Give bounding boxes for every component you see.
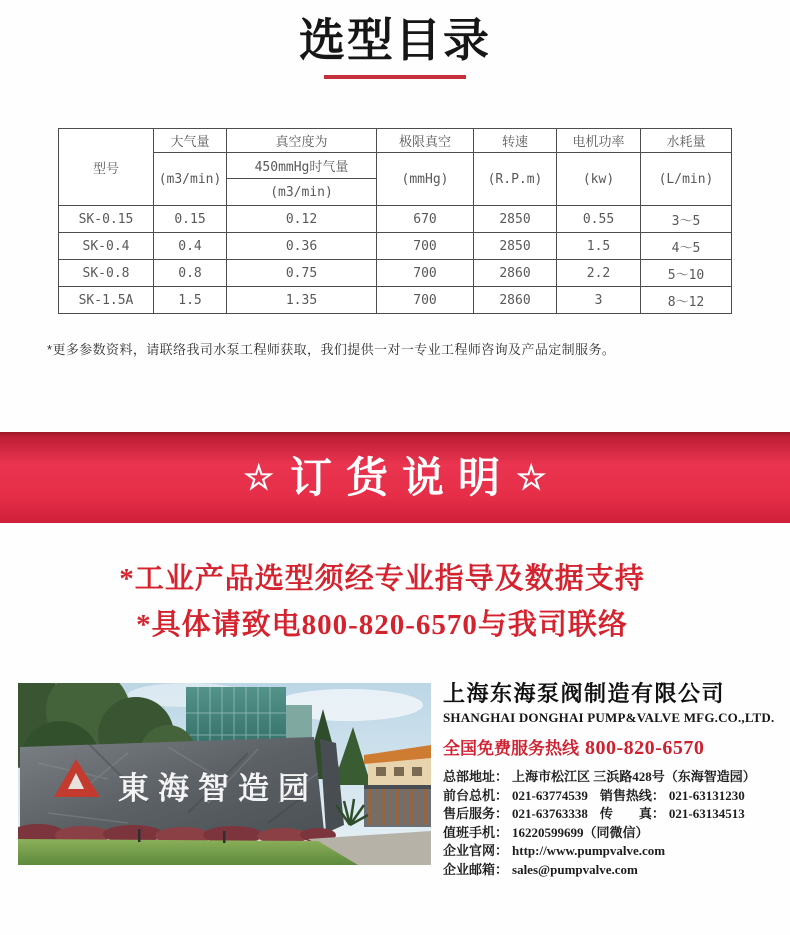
cell-model: SK-0.8 [59, 260, 154, 287]
col-header-water: 水耗量 [641, 129, 732, 153]
cell-water: 4～5 [641, 233, 732, 260]
contact-front-desk: 前台总机： 021-63774539 销售热线： 021-63131230 [443, 787, 745, 803]
notice-line-1: *工业产品选型须经专业指导及数据支持 [119, 563, 645, 595]
cell-water: 3～5 [641, 206, 732, 233]
cell-speed: 2860 [474, 260, 557, 287]
unit-speed: (R.P.m) [474, 153, 557, 206]
company-name-en: SHANGHAI DONGHAI PUMP&VALVE MFG.CO.,LTD. [443, 710, 775, 725]
banner-title: 订货说明 [289, 453, 514, 501]
order-notice [0, 556, 764, 648]
col-header-speed: 转速 [474, 129, 557, 153]
page-title: 选型目录 [299, 14, 491, 66]
cell-vacuum-flow: 0.12 [227, 206, 377, 233]
cell-air: 0.8 [154, 260, 227, 287]
cell-air: 1.5 [154, 287, 227, 314]
page-header [0, 12, 790, 79]
cell-power: 0.55 [557, 206, 641, 233]
contact-after-sales: 售后服务： 021-63763338 传 真： 021-63134513 [443, 806, 745, 821]
service-hotline [443, 734, 790, 760]
cell-water: 8～12 [641, 287, 732, 314]
company-name-cn: 上海东海泵阀制造有限公司 [443, 681, 726, 706]
contact-website: 企业官网： http://www.pumpvalve.com [443, 843, 666, 858]
sign-text: 東海智造园 [118, 771, 318, 806]
cell-limit: 700 [377, 260, 474, 287]
contact-address: 总部地址： 上海市松江区 三浜路428号（东海智造园） [443, 769, 756, 784]
hotline-label: 全国免费服务热线 [443, 739, 579, 758]
cell-air: 0.4 [154, 233, 227, 260]
cell-air: 0.15 [154, 206, 227, 233]
factory-photo-svg [18, 683, 431, 865]
factory-entrance-photo [18, 683, 431, 865]
table-row [59, 233, 732, 260]
photo-gate [364, 785, 431, 827]
table-header-row-2 [59, 153, 732, 179]
cell-limit: 700 [377, 233, 474, 260]
unit-vacuum: (m3/min) [227, 179, 377, 206]
col-header-vacuum-mid: 450mmHg时气量 [227, 153, 377, 179]
notice-line-2: *具体请致电800-820-6570与我司联络 [136, 609, 628, 641]
star-left-icon: ☆ [243, 458, 274, 497]
cell-model: SK-1.5A [59, 287, 154, 314]
cell-vacuum-flow: 1.35 [227, 287, 377, 314]
col-header-limit: 极限真空 [377, 129, 474, 153]
unit-limit: (mmHg) [377, 153, 474, 206]
cell-model: SK-0.15 [59, 206, 154, 233]
table-header-row-1 [59, 129, 732, 153]
table-row [59, 206, 732, 233]
cell-limit: 700 [377, 287, 474, 314]
col-header-vacuum: 真空度为 [227, 129, 377, 153]
order-info-banner [0, 432, 790, 523]
cell-vacuum-flow: 0.36 [227, 233, 377, 260]
star-right-icon: ☆ [516, 458, 547, 497]
contact-list [443, 768, 790, 879]
table-footnote: *更多参数资料，请联络我司水泵工程师获取，我们提供一对一专业工程师咨询及产品定制服务。 [47, 342, 616, 357]
contact-email: 企业邮箱： sales@pumpvalve.com [443, 861, 638, 877]
cell-limit: 670 [377, 206, 474, 233]
cell-power: 3 [557, 287, 641, 314]
col-header-power: 电机功率 [557, 129, 641, 153]
cell-vacuum-flow: 0.75 [227, 260, 377, 287]
contact-mobile: 值班手机： 16220599699（同微信） [443, 824, 649, 840]
table-row [59, 260, 732, 287]
spec-table [58, 128, 732, 314]
unit-air: (m3/min) [154, 153, 227, 206]
unit-water: (L/min) [641, 153, 732, 206]
cell-power: 2.2 [557, 260, 641, 287]
col-header-model: 型号 [59, 129, 154, 206]
table-row [59, 287, 732, 314]
cell-speed: 2860 [474, 287, 557, 314]
unit-power: (kw) [557, 153, 641, 206]
col-header-air: 大气量 [154, 129, 227, 153]
title-underline [324, 75, 466, 79]
cell-model: SK-0.4 [59, 233, 154, 260]
cell-speed: 2850 [474, 206, 557, 233]
cell-power: 1.5 [557, 233, 641, 260]
hotline-number: 800-820-6570 [585, 737, 705, 759]
cell-water: 5～10 [641, 260, 732, 287]
cell-speed: 2850 [474, 233, 557, 260]
company-info [443, 681, 790, 879]
